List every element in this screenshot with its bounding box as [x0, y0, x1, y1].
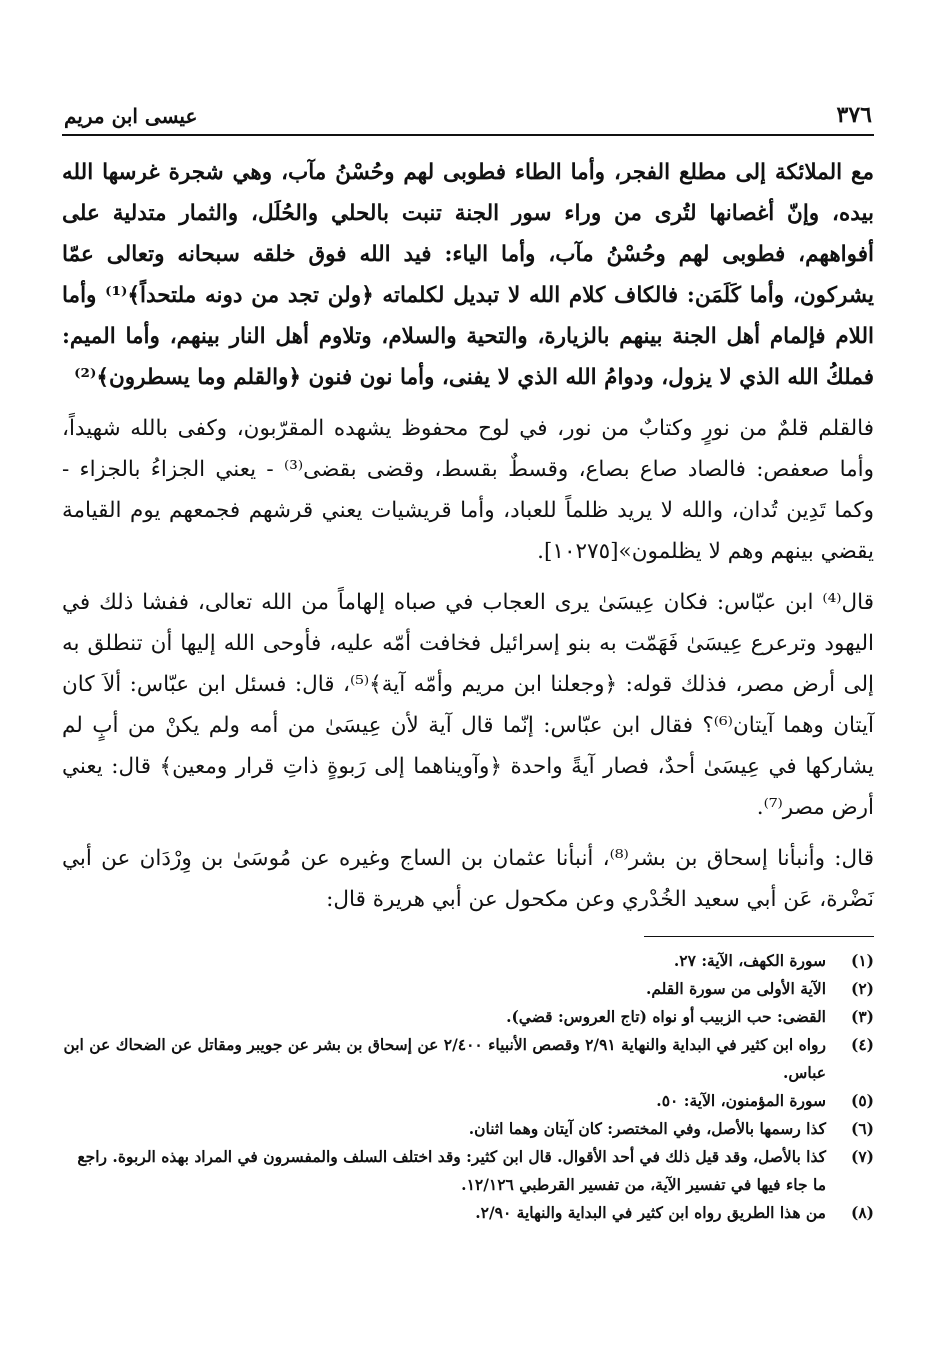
paragraph: فالقلم قلمٌ من نورٍ وكتابٌ من نور، في لوح محفوظ يشهده المقرّبون، وكفى بالله شهيداً، وأما صعفص: فالصاد صاع بصاع، وقسطٌ بقسط، وقضى بقضى⁽³⁾ - يعني الجزاءُ بالجزاء - وكما تَدِين تُدان، والله لا يريد ظلماً للعباد، وأما قريشيات يعني قرشهم فجمعهم يوم القيامة يقضي بينهم وهم لا يظلمون»[١٠٢٧٥]. — [62, 416, 874, 564]
footnote-number: (٦) — [850, 1119, 874, 1138]
main-text — [62, 152, 874, 920]
footnote-text: رواه ابن كثير في البداية والنهاية ٢/٩١ وقصص الأنبياء ٢/٤٠٠ عن إسحاق بن بشر عن جويبر ومقاتل عن الضحاك عن ابن عباس. — [63, 1035, 826, 1082]
footnote — [62, 1115, 874, 1143]
footnote-number: (٤) — [850, 1035, 874, 1054]
footnote — [62, 1199, 874, 1227]
paragraph: قال: وأنبأنا إسحاق بن بشر⁽⁸⁾، أنبأنا عثمان بن الساج وغيره عن مُوسَىٰ بن وِرْدَان عن أبي نَضْرة، عَن أبي سعيد الخُدْري وعن مكحول عن أبي هريرة قال: — [62, 846, 875, 912]
footnote-number: (٥) — [850, 1091, 874, 1110]
footnote-text: من هذا الطريق رواه ابن كثير في البداية والنهاية ٢/٩٠. — [475, 1203, 826, 1222]
footnote — [62, 1031, 874, 1087]
page-number: ٣٧٦ — [836, 102, 872, 128]
running-title: عيسى ابن مريم — [64, 104, 198, 128]
footnote — [62, 1003, 874, 1031]
footnote-text: الآية الأولى من سورة القلم. — [645, 979, 826, 998]
footnote-text: سورة الكهف، الآية: ٢٧. — [673, 951, 826, 970]
footnote-number: (١) — [850, 951, 874, 970]
footnote — [62, 975, 874, 1003]
paragraph: قال⁽⁴⁾ ابن عبّاس: فكان عِيسَىٰ يرى العجاب في صباه إلهاماً من الله تعالى، ففشا ذلك في اليهود وترعرع عِيسَىٰ فَهَمّت به بنو إسرائيل فخافت أمّه عليه، فأوحى الله إليها أن تنطلق به إلى أرض مصر، فذلك قوله: ﴿وجعلنا ابن مريم وأمّه آية﴾⁽⁵⁾، قال: فسئل ابن عبّاس: ألاَ كان آيتان وهما آيتان⁽⁶⁾؟ فقال ابن عبّاس: إنّما قال آية لأن عِيسَىٰ من أمه ولم يكنْ من أبٍ لم يشاركها في عِيسَىٰ أحدٌ، فصار آيةً واحدة ﴿وآويناهما إلى رَبوةٍ ذاتِ قرار ومعين﴾ قال: يعني أرض مصر⁽⁷⁾. — [62, 590, 875, 820]
footnotes — [62, 947, 874, 1227]
footnote-number: (٨) — [850, 1203, 874, 1222]
page-header — [62, 80, 874, 136]
paragraph: مع الملائكة إلى مطلع الفجر، وأما الطاء فطوبى لهم وحُسْنُ مآب، وهي شجرة غرسها الله بيده، وإنّ أغصانها لتُرى من وراء سور الجنة تنبت بالحلي والحُلَل، والثمار متدلية على أفواههم، فطوبى لهم وحُسْنُ مآب، وأما الياء: فيد الله فوق خلقه سبحانه وتعالى عمّا يشركون، وأما كَلَمَن: فالكاف كلام الله لا تبديل لكلماته ﴿ولن تجد من دونه ملتحداً﴾⁽¹⁾ وأما اللام فإلمام أهل الجنة بينهم بالزيارة، والتحية والسلام، وتلاوم أهل النار بينهم، وأما الميم: فملكُ الله الذي لا يزول، ودوامُ الله الذي لا يفنى، وأما نون فنون ﴿والقلم وما يسطرون﴾⁽²⁾ — [62, 160, 875, 390]
footnote-number: (٣) — [850, 1007, 874, 1026]
footnote — [62, 1087, 874, 1115]
footnote-text: كذا بالأصل، وقد قيل ذلك في أحد الأقوال. قال ابن كثير: وقد اختلف السلف والمفسرون في المراد بهذه الربوة. راجع ما جاء فيها في تفسير الآية، من تفسير القرطبي ١٢/١٢٦. — [77, 1147, 826, 1194]
footnote-text: القضى: حب الزبيب أو نواه (تاج العروس: قضي). — [506, 1007, 826, 1026]
footnote-number: (٢) — [850, 979, 874, 998]
book-page — [62, 80, 874, 1310]
footnote — [62, 1143, 874, 1199]
footnote — [62, 947, 874, 975]
footnote-divider — [644, 936, 874, 937]
footnote-text: سورة المؤمنون، الآية: ٥٠. — [656, 1091, 826, 1110]
footnote-text: كذا رسمها بالأصل، وفي المختصر: كان آيتان وهما اثنان. — [468, 1119, 826, 1138]
footnote-number: (٧) — [850, 1147, 874, 1166]
